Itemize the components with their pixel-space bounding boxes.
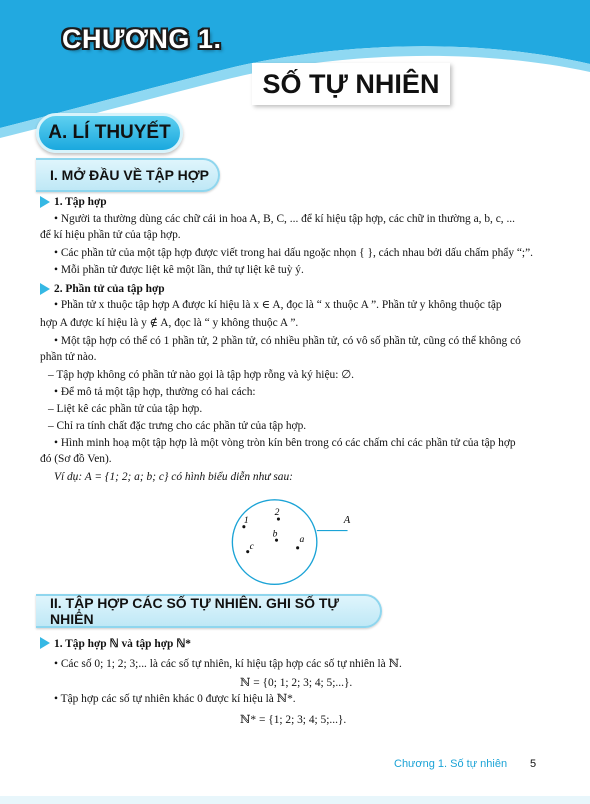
text-line: – Chỉ ra tính chất đặc trưng cho các phần tử của tập hợp. [48,420,307,432]
text-line: • Mỗi phần tử được liệt kê một lần, thứ tự liệt kê tuỳ ý. [54,264,304,276]
text-line: • Các số 0; 1; 2; 3;... là các số tự nhiên, kí hiệu tập hợp các số tự nhiên là ℕ. [54,658,402,670]
chapter-title: SỐ TỰ NHIÊN [262,68,440,99]
section-1-label: I. MỞ ĐẦU VỀ TẬP HỢP [50,167,209,183]
venn-element-b: b [272,528,278,540]
triangle-bullet-icon [40,196,50,208]
footer-chapter: Chương 1. Số tự nhiên [394,758,508,770]
section-2-heading [36,594,382,628]
chapter-label: CHƯƠNG 1. [62,24,222,54]
chapter-title-box [252,63,450,105]
text-line: • Các phần tử của một tập hợp được viết trong hai dấu ngoặc nhọn { }, cách nhau bởi dấu chấm phẩy “;”. [54,247,533,259]
formula-nonzero-naturals: ℕ* = {1; 2; 3; 4; 5;...}. [240,714,347,726]
text-line: • Một tập hợp có thể có 1 phần tử, 2 phần tử, có nhiều phần tử, có vô số phần tử, cũng có thể không có [54,335,521,347]
venn-element-1: 1 [243,514,249,526]
section-a-heading [36,113,183,153]
footer-band [0,796,590,804]
text-line: để kí hiệu phần tử của tập hợp. [40,229,181,241]
section-1-heading [36,158,220,192]
text-line: hợp A được kí hiệu là y ∉ A, đọc là “ y không thuộc A ”. [40,317,299,329]
text-line: đó (Sơ đồ Ven). [40,453,112,465]
triangle-bullet-icon [40,637,50,649]
text-line: • Người ta thường dùng các chữ cái in hoa A, B, C, ... để kí hiệu tập hợp, các chữ in thường a, b, c, ... [54,213,516,225]
text-line: • Hình minh hoạ một tập hợp là một vòng tròn kín bên trong có các chấm chỉ các phần tử của tập hợp [54,437,516,449]
text-line: – Liệt kê các phần tử của tập hợp. [48,403,203,415]
section-a-label: A. LÍ THUYẾT [48,122,171,143]
text-line: • Phần tử x thuộc tập hợp A được kí hiệu là x ∈ A, đọc là “ x thuộc A ”. Phần tử y không thuộc tập [54,299,502,311]
venn-element-a: a [299,534,305,546]
section-2-label: II. TẬP HỢP CÁC SỐ TỰ NHIÊN. GHI SỐ TỰ NHIÊN [50,595,340,627]
venn-element-c: c [249,540,254,552]
text-line: – Tập hợp không có phần tử nào gọi là tập hợp rỗng và ký hiệu: ∅. [48,369,355,381]
triangle-bullet-icon [40,283,50,295]
subheading-1-1: 1. Tập hợp [40,196,107,208]
venn-set-label: A [343,514,351,526]
example-line: Ví dụ: A = {1; 2; a; b; c} có hình biểu diễn như sau: [54,471,293,483]
page-number: 5 [530,758,537,770]
formula-natural-numbers: ℕ = {0; 1; 2; 3; 4; 5;...}. [240,677,353,689]
venn-element-2: 2 [274,507,280,519]
text-line: • Tập hợp các số tự nhiên khác 0 được kí hiệu là ℕ*. [54,693,296,705]
subheading-2-1: 1. Tập hợp ℕ và tập hợp ℕ* [40,636,191,650]
venn-diagram [214,496,364,592]
text-line: • Để mô tả một tập hợp, thường có hai cách: [54,386,256,398]
text-line: phần tử nào. [40,351,97,363]
subheading-1-2: 2. Phần tử của tập hợp [40,283,165,295]
